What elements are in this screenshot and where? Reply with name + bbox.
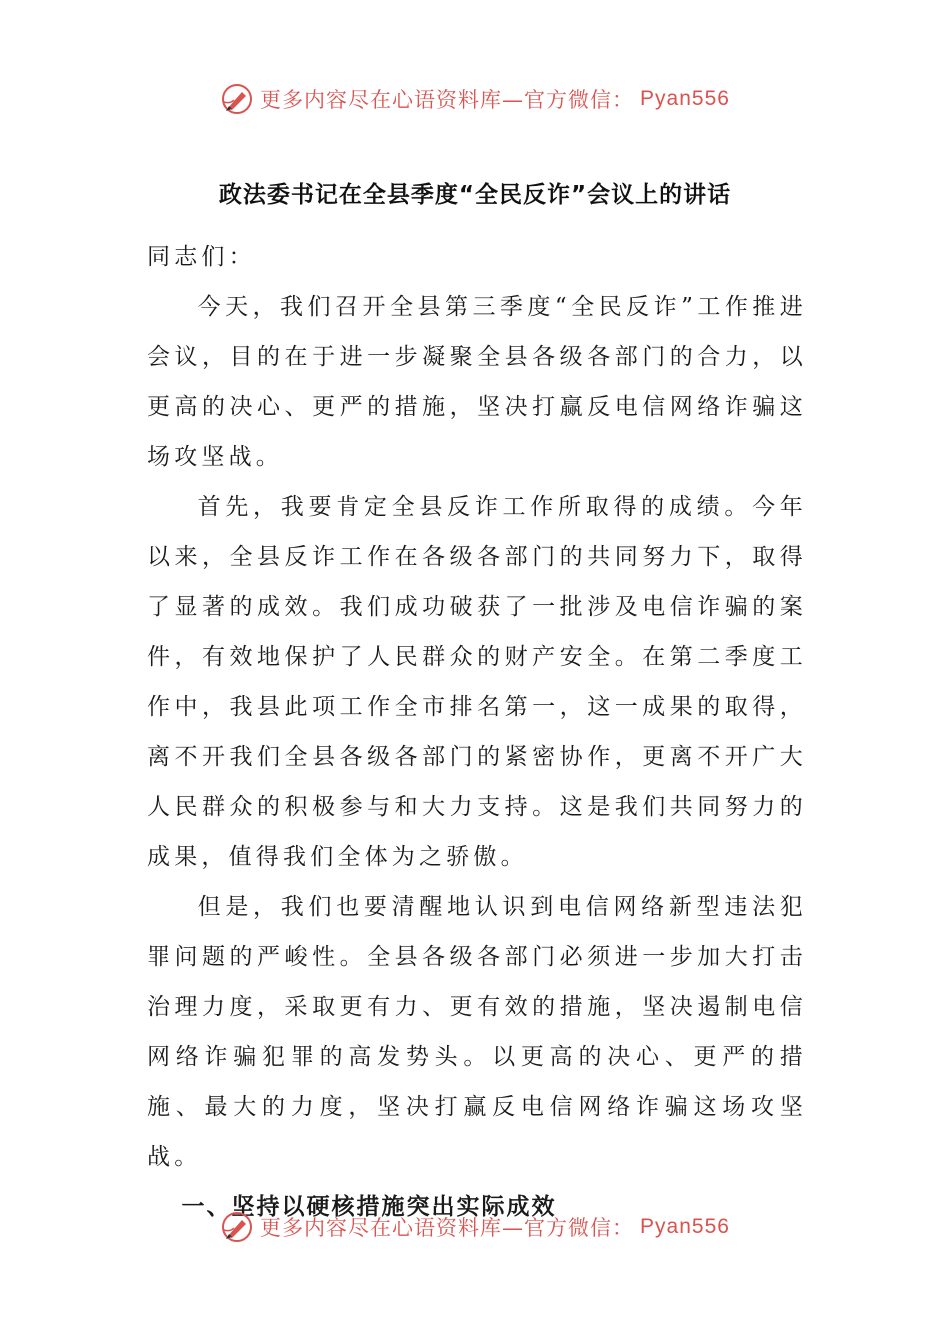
watermark-header bbox=[0, 82, 950, 116]
paragraph-1: 今天，我们召开全县第三季度“全民反诈”工作推进会议，目的在于进一步凝聚全县各级各部门的合力，以更高的决心、更严的措施，坚决打赢反电信网络诈骗这场攻坚战。 bbox=[147, 294, 807, 470]
section-heading: 一、坚持以硬核措施突出实际成效 bbox=[181, 1194, 557, 1220]
watermark-wechat-id: Pyan556 bbox=[640, 87, 730, 110]
watermark-footer bbox=[0, 1210, 950, 1244]
document-title: 政法委书记在全县季度“全民反诈”会议上的讲话 bbox=[218, 182, 732, 208]
pen-logo-icon bbox=[220, 1210, 254, 1244]
watermark-text: 更多内容尽在心语资料库—官方微信： bbox=[260, 1216, 635, 1240]
watermark-text: 更多内容尽在心语资料库—官方微信： bbox=[260, 88, 635, 112]
watermark-wechat-id: Pyan556 bbox=[640, 1215, 730, 1238]
salutation: 同志们： bbox=[147, 244, 256, 270]
document-body bbox=[147, 232, 807, 1232]
paragraph-3: 但是，我们也要清醒地认识到电信网络新型违法犯罪问题的严峻性。全县各级各部门必须进一步加大打击治理力度，采取更有力、更有效的措施，坚决遏制电信网络诈骗犯罪的高发势头。以更高的决心、更严的措施、最大的力度，坚决打赢反电信网络诈骗这场攻坚战。 bbox=[147, 894, 807, 1170]
paragraph-2: 首先，我要肯定全县反诈工作所取得的成绩。今年以来，全县反诈工作在各级各部门的共同努力下，取得了显著的成效。我们成功破获了一批涉及电信诈骗的案件，有效地保护了人民群众的财产安全。在第二季度工作中，我县此项工作全市排名第一，这一成果的取得，离不开我们全县各级各部门的紧密协作，更离不开广大人民群众的积极参与和大力支持。这是我们共同努力的成果，值得我们全体为之骄傲。 bbox=[147, 494, 807, 870]
pen-logo-icon bbox=[220, 82, 254, 116]
